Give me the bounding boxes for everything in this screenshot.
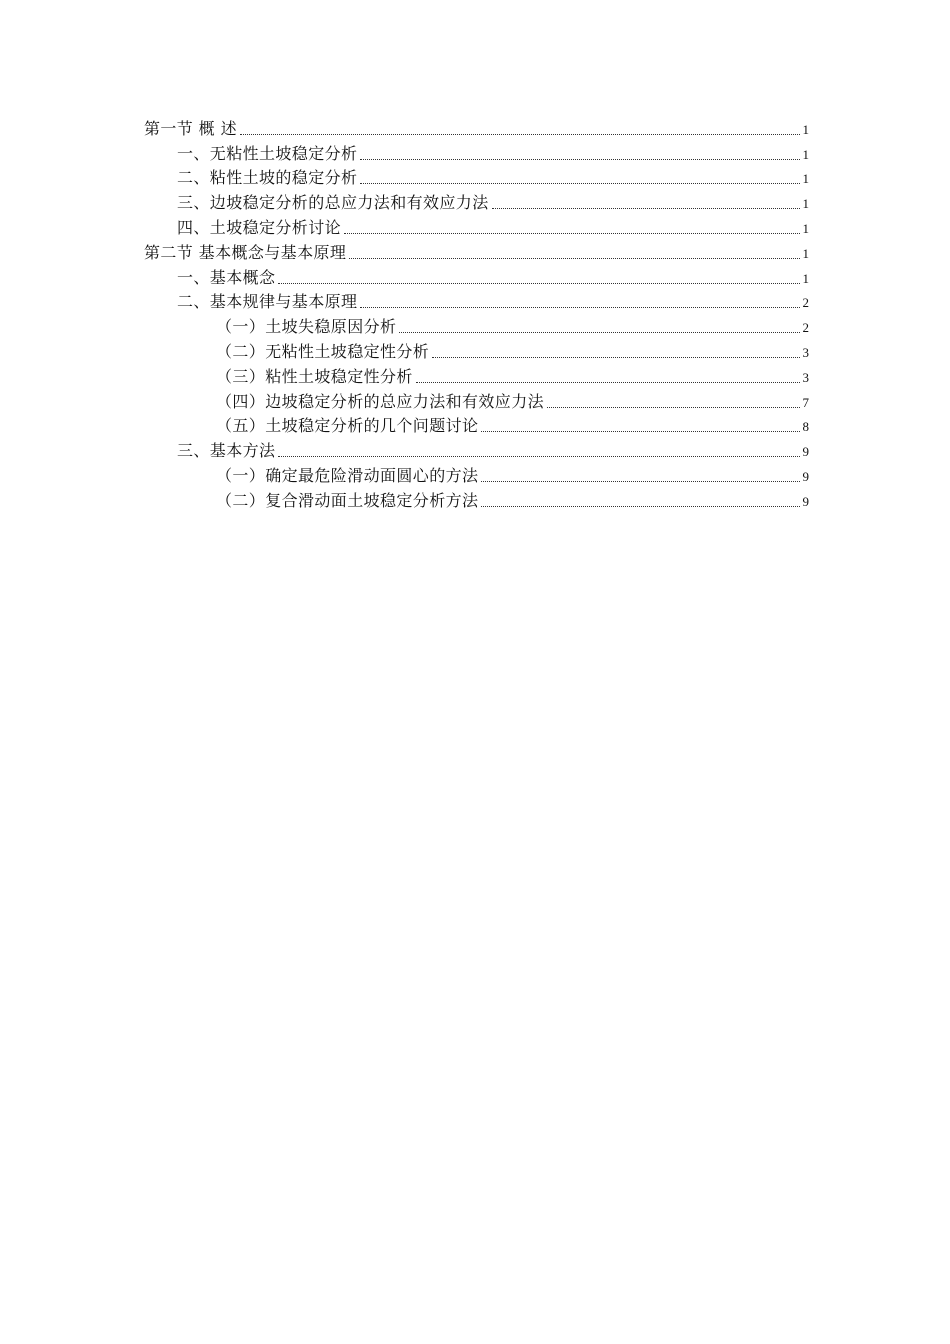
toc-dot-leader [492,208,800,209]
toc-dot-leader [481,481,799,482]
toc-dot-leader [416,382,800,383]
toc-dot-leader [360,183,799,184]
toc-dot-leader [349,258,799,259]
toc-entry-title: （三）粘性土坡稳定性分析 [216,366,413,386]
toc-dot-leader [344,233,799,234]
toc-entry-page-number: 1 [802,121,809,137]
toc-entry-title: 第二节 基本概念与基本原理 [144,242,347,262]
table-of-contents [144,114,809,511]
toc-dot-leader [481,431,799,432]
toc-entry-page-number: 1 [802,146,809,162]
toc-entry-page-number: 2 [802,320,809,336]
toc-entry-2-3[interactable] [144,436,809,461]
toc-entry-1-1[interactable] [144,139,809,164]
toc-entry-title: （五）土坡稳定分析的几个问题讨论 [216,416,479,436]
toc-entry-title: （二）无粘性土坡稳定性分析 [216,341,430,361]
toc-entry-1-2[interactable] [144,164,809,189]
toc-entry-2-2-4[interactable] [144,387,809,412]
toc-entry-2-3-2[interactable] [144,486,809,511]
toc-entry-title: （一）确定最危险滑动面圆心的方法 [216,465,479,485]
toc-dot-leader [360,159,799,160]
toc-entry-1-3[interactable] [144,188,809,213]
toc-entry-page-number: 9 [802,468,809,484]
toc-dot-leader [399,332,799,333]
toc-entry-page-number: 1 [802,245,809,261]
toc-entry-2-1[interactable] [144,263,809,288]
toc-entry-title: 一、无粘性土坡稳定分析 [177,143,358,163]
toc-entry-section-2[interactable] [144,238,809,263]
toc-entry-title: 三、边坡稳定分析的总应力法和有效应力法 [177,193,489,213]
toc-entry-2-2[interactable] [144,288,809,313]
toc-dot-leader [278,283,799,284]
toc-entry-page-number: 9 [802,444,809,460]
toc-entry-page-number: 3 [802,344,809,360]
toc-dot-leader [547,407,799,408]
toc-entry-page-number: 9 [802,493,809,509]
toc-dot-leader [360,307,799,308]
toc-dot-leader [240,134,800,135]
toc-entry-page-number: 1 [802,171,809,187]
toc-dot-leader [278,456,799,457]
toc-entry-title: 二、基本规律与基本原理 [177,292,358,312]
toc-entry-title: 四、土坡稳定分析讨论 [177,217,342,237]
toc-entry-title: 第一节 概 述 [144,118,237,138]
toc-entry-2-2-2[interactable] [144,337,809,362]
toc-entry-2-2-1[interactable] [144,312,809,337]
toc-entry-title: （二）复合滑动面土坡稳定分析方法 [216,490,479,510]
toc-dot-leader [481,506,799,507]
toc-entry-page-number: 1 [802,196,809,212]
toc-entry-title: 二、粘性土坡的稳定分析 [177,168,358,188]
toc-entry-2-2-5[interactable] [144,412,809,437]
toc-entry-page-number: 8 [802,419,809,435]
toc-entry-title: （一）土坡失稳原因分析 [216,317,397,337]
toc-dot-leader [432,357,799,358]
toc-entry-page-number: 1 [802,220,809,236]
toc-entry-2-3-1[interactable] [144,461,809,486]
toc-entry-section-1[interactable] [144,114,809,139]
toc-entry-2-2-3[interactable] [144,362,809,387]
toc-entry-title: 一、基本概念 [177,267,276,287]
toc-entry-title: 三、基本方法 [177,441,276,461]
toc-entry-page-number: 7 [802,394,809,410]
toc-entry-page-number: 2 [802,295,809,311]
toc-entry-page-number: 1 [802,270,809,286]
toc-entry-title: （四）边坡稳定分析的总应力法和有效应力法 [216,391,545,411]
toc-entry-page-number: 3 [802,369,809,385]
toc-entry-1-4[interactable] [144,213,809,238]
